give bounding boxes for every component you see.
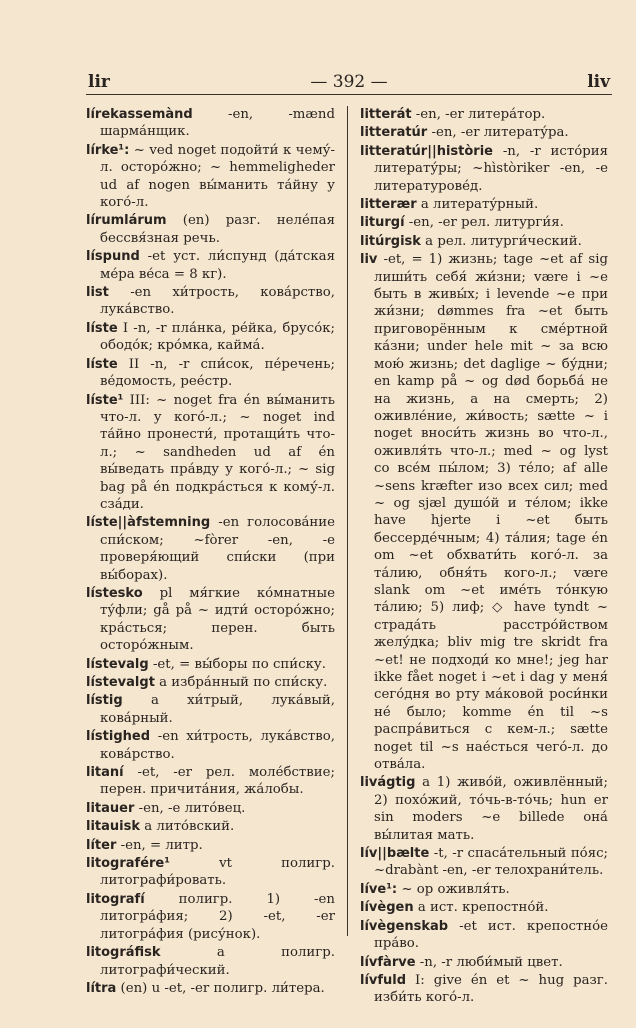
entry-headword: líter bbox=[86, 837, 117, 853]
dictionary-entry bbox=[86, 514, 335, 584]
entry-definition: -en, -er литерату́ра. bbox=[431, 125, 569, 141]
entry-headword: livágtig bbox=[360, 775, 416, 791]
entry-headword: lístesko bbox=[86, 585, 143, 601]
entry-definition: -en хи́трость, лука́вство, кова́рство. bbox=[100, 729, 335, 762]
entry-headword: lív||bælte bbox=[360, 846, 430, 862]
entry-definition: -et ист. крепостно́е пра́во. bbox=[374, 918, 608, 952]
entry-definition: -en, -er рел. литурги́я. bbox=[408, 215, 564, 231]
dictionary-entry bbox=[86, 320, 335, 355]
entry-definition: -n, -r исто́рия литерату́ры; ~hìstòriker -en, -e литературове́д. bbox=[374, 143, 608, 194]
entry-headword: litografí bbox=[86, 891, 145, 907]
column-divider bbox=[347, 106, 348, 936]
dictionary-entry bbox=[86, 674, 335, 691]
entry-headword: líspund bbox=[86, 249, 140, 265]
entry-headword: litterát bbox=[360, 107, 412, 122]
dictionary-entry bbox=[86, 800, 335, 817]
entry-definition: -et, = 1) жизнь; tage ~et af sig лиши́ть себя́ жи́зни; være i ~e быть в живы́х; i levende ~e при жи́зни; dømmes fra ~et быть приговорённым к сме́ртной ка́зни; under hele mit ~ за всю мою́ жизнь; det daglige ~ бу́дни; en kamp på ~ og død борьба́ не на жизнь, а на смерть; 2) оживле́ние, жи́вость; sætte ~ i noget вноси́ть жизнь во что-л., оживля́ть что-л.; med ~ og lyst со все́м пы́лом; 3) те́ло; af alle ~sens kræfter изо всех сил; med ~ og sjæl душо́й и те́лом; ikke have hjerte i ~et быть бессерде́чным; 4) та́лия; tage én om ~et обхвати́ть кого́-л. за та́лию, обня́ть кого-л.; være slank om ~et име́ть то́нкую та́лию; 5) лиф; ◇ have tyndt ~ страда́ть расстро́йством желу́дка; bliv mig tre skridt fra ~et! не подходи́ ко мне!; jeg har ikke fået noget i ~et i dag у меня́ сего́дня во рту ма́ковой роси́нки не́ было; komme én til ~s распра́виться с кем-л.; sætte noget til ~s нае́сться чего́-л. до отва́ла. bbox=[374, 252, 608, 773]
entry-definition: -en хи́трость, кова́рство, лука́вство. bbox=[100, 285, 335, 318]
entry-definition: a полигр. литографи́ческий. bbox=[100, 945, 335, 978]
entry-definition: -en, = литр. bbox=[120, 837, 203, 853]
dictionary-entry bbox=[86, 356, 335, 391]
dictionary-entry bbox=[86, 212, 335, 247]
entry-headword: lírke¹: bbox=[86, 142, 130, 158]
dictionary-entry bbox=[86, 728, 335, 763]
dictionary-entry bbox=[86, 392, 335, 514]
dictionary-entry bbox=[360, 251, 608, 773]
entry-definition: полигр. 1) -en литогра́фия; 2) -et, -er литогра́фия (рису́нок). bbox=[100, 891, 335, 942]
dictionary-entry bbox=[86, 855, 335, 890]
dictionary-entry bbox=[86, 656, 335, 673]
entry-headword: litúrgisk bbox=[360, 233, 421, 249]
entry-definition: II -n, -r спи́сок, пе́речень; ве́домость, рее́стр. bbox=[100, 356, 335, 390]
dictionary-entry bbox=[360, 124, 608, 141]
entry-definition: a 1) живо́й, оживлённый; 2) похо́жий, то́чь-в-то́чь; hun er sin moders ~e billede она́ вы́литая мать. bbox=[374, 775, 608, 843]
entry-definition: (en) разг. неле́пая бессвя́зная речь. bbox=[100, 213, 335, 246]
entry-headword: lístevalgt bbox=[86, 675, 155, 690]
entry-headword: lístevalg bbox=[86, 656, 149, 672]
entry-definition: -en, -er литера́тор. bbox=[415, 107, 546, 122]
dictionary-entry bbox=[360, 899, 608, 916]
entry-definition: -en, -mænd шарма́нщик. bbox=[100, 107, 335, 140]
entry-headword: líve¹: bbox=[360, 881, 398, 897]
entry-headword: líste¹ bbox=[86, 392, 124, 408]
entry-headword: litteratúr||històrie bbox=[360, 143, 493, 159]
entry-definition: -et уст. ли́спунд (да́тская ме́ра ве́са = 8 кг). bbox=[100, 249, 335, 282]
dictionary-entry bbox=[86, 837, 335, 854]
page-header bbox=[86, 70, 612, 95]
entry-definition: a лито́вский. bbox=[144, 819, 235, 835]
entry-definition: ~ op оживля́ть. bbox=[401, 881, 510, 897]
dictionary-entry bbox=[360, 954, 608, 971]
entry-definition: -n, -r люби́мый цвет. bbox=[419, 954, 563, 970]
entry-definition: -et, -er рел. моле́бствие; перен. причита́ния, жа́лобы. bbox=[100, 765, 335, 798]
entry-headword: litograférе¹ bbox=[86, 856, 170, 872]
right-column bbox=[360, 106, 609, 1006]
dictionary-entry bbox=[86, 980, 335, 997]
entry-definition: a рел. литурги́ческий. bbox=[425, 233, 582, 249]
dictionary-entry bbox=[86, 944, 335, 979]
entry-headword: lívègen bbox=[360, 900, 414, 916]
header-right-guideword: liv bbox=[587, 72, 610, 92]
dictionary-entry bbox=[86, 142, 335, 212]
entry-headword: list bbox=[86, 285, 109, 301]
entry-headword: lívègenskab bbox=[360, 918, 449, 934]
entry-headword: líste bbox=[86, 356, 118, 372]
left-column bbox=[86, 106, 335, 998]
dictionary-entry bbox=[86, 585, 335, 655]
entry-definition: pl мя́гкие ко́мнатные ту́фли; gå på ~ идти́ осторо́жно; кра́сться; перен. быть осторо́жным. bbox=[100, 585, 335, 654]
dictionary-entry bbox=[360, 106, 608, 123]
entry-definition: I: give én et ~ hug разг. изби́ть кого́-л. bbox=[374, 972, 608, 1006]
entry-headword: liturgí bbox=[360, 215, 405, 231]
entry-headword: lítra bbox=[86, 980, 117, 996]
dictionary-entry bbox=[360, 881, 608, 898]
entry-headword: lírumlárum bbox=[86, 213, 167, 229]
entry-definition: a избра́нный по спи́ску. bbox=[159, 675, 328, 690]
entry-definition: a ист. крепостно́й. bbox=[417, 900, 549, 916]
dictionary-entry bbox=[360, 918, 608, 953]
entry-headword: líste bbox=[86, 320, 118, 336]
dictionary-entry bbox=[360, 774, 608, 844]
entry-headword: lívfuld bbox=[360, 972, 407, 988]
entry-definition: -t, -r спаса́тельный по́яс; ~drabànt -en, -er телохрани́тель. bbox=[374, 846, 609, 879]
dictionary-entry bbox=[360, 214, 608, 231]
entry-headword: litauer bbox=[86, 800, 135, 816]
entry-definition: -en, -e лито́вец. bbox=[138, 800, 246, 816]
dictionary-entry bbox=[360, 196, 608, 213]
dictionary-entry bbox=[86, 692, 335, 727]
entry-headword: lístighed bbox=[86, 729, 151, 745]
entry-headword: litteratúr bbox=[360, 125, 428, 141]
dictionary-entry bbox=[86, 284, 335, 319]
dictionary-entry bbox=[360, 845, 608, 880]
entry-headword: lívfàrve bbox=[360, 954, 416, 970]
dictionary-entry bbox=[86, 818, 335, 835]
entry-definition: I -n, -r пла́нка, ре́йка, брусо́к; ободо́к; кро́мка, каймá. bbox=[100, 320, 336, 354]
entry-headword: lírekassemànd bbox=[86, 107, 193, 122]
entry-headword: litográfisk bbox=[86, 945, 161, 961]
entry-definition: a хи́трый, лука́вый, кова́рный. bbox=[100, 693, 336, 726]
entry-definition: -en голосова́ние спи́ском; ~fòrer -en, -e проверя́ющий спи́ски (при вы́борах). bbox=[100, 515, 335, 583]
page-number: — 392 — bbox=[310, 72, 388, 92]
entry-headword: litauisk bbox=[86, 819, 140, 835]
entry-definition: -et, = вы́боры по спи́ску. bbox=[152, 656, 326, 672]
dictionary-entry bbox=[86, 891, 335, 943]
entry-headword: lístig bbox=[86, 693, 123, 709]
dictionary-entry bbox=[86, 764, 335, 799]
entry-definition: (en) u -et, -er полигр. ли́тера. bbox=[120, 980, 325, 996]
dictionary-entry bbox=[360, 233, 608, 250]
entry-headword: litaní bbox=[86, 765, 124, 781]
dictionary-entry bbox=[86, 106, 335, 141]
header-left-guideword: lir bbox=[88, 72, 110, 92]
dictionary-entry bbox=[86, 248, 335, 283]
dictionary-entry bbox=[360, 143, 608, 195]
dictionary-entry bbox=[360, 972, 608, 1007]
entry-headword: liv bbox=[360, 252, 378, 268]
entry-definition: III: ~ noget fra én вы́манить что-л. у кого́-л.; ~ noget ind та́йно пронести́, протащи́ть что-л.; ~ sandheden ud af én вы́ведать пра́вду у кого́-л.; ~ sig bag på én подкра́сться к кому́-л. сза́ди. bbox=[100, 392, 335, 512]
entry-headword: litterær bbox=[360, 197, 417, 213]
entry-headword: líste||àfstemning bbox=[86, 515, 211, 531]
entry-definition: vt полигр. литографи́ровать. bbox=[100, 856, 335, 889]
entry-definition: a литерату́рный. bbox=[420, 197, 539, 213]
entry-definition: ~ ved noget подойти́ к чему́-л. осторо́жно; ~ hemmeligheder ud af nogen вы́манить та́йну у кого́-л. bbox=[100, 142, 336, 211]
